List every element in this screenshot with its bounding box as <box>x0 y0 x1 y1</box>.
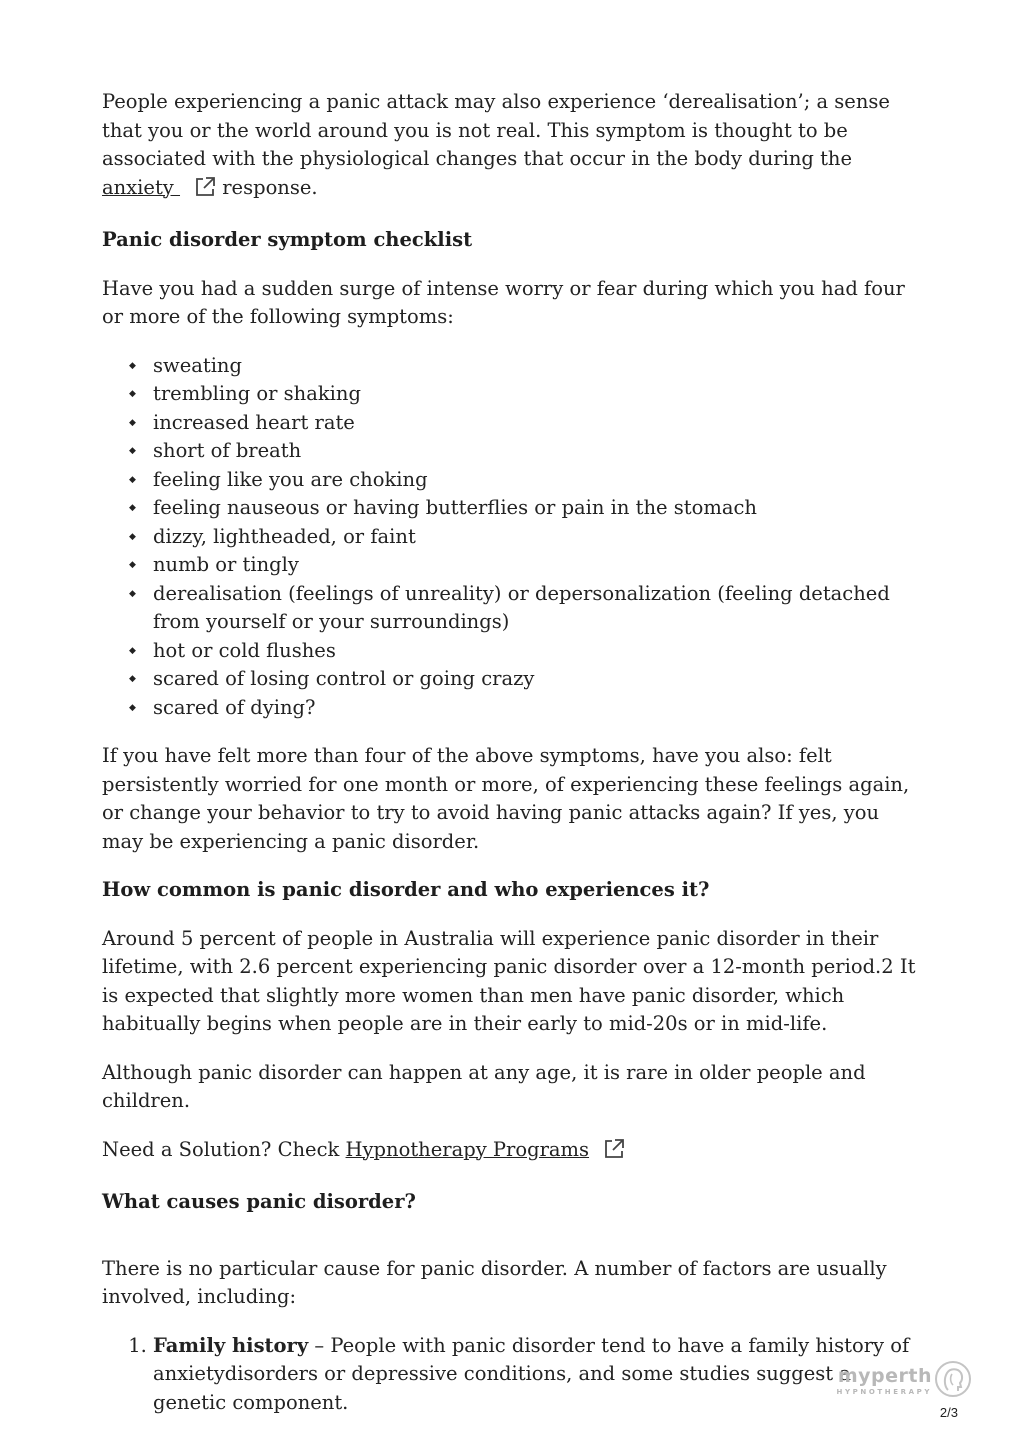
list-item: ◆ short of breath <box>129 437 922 466</box>
list-item: ◆ feeling nauseous or having butterflies or pain in the stomach <box>129 494 922 523</box>
causes-heading: What causes panic disorder? <box>102 1190 416 1213</box>
list-item: ◆ hot or cold flushes <box>129 637 922 666</box>
list-item: ◆ feeling like you are choking <box>129 466 922 495</box>
checklist-lead: Have you had a sudden surge of intense worry or fear during which you had four or more of the following symptoms: <box>102 276 905 328</box>
list-item: ◆ scared of losing control or going crazy <box>129 665 922 694</box>
list-item: ◆ trembling or shaking <box>129 380 922 409</box>
causes-lead: There is no particular cause for panic disorder. A number of factors are usually involved, including: <box>102 1256 887 1308</box>
list-item <box>153 1332 922 1418</box>
page-number: 2/3 <box>939 1405 958 1420</box>
anxiety-link[interactable]: anxiety <box>102 175 181 199</box>
logo-wordmark: myperth <box>837 1364 932 1387</box>
solution-paragraph <box>102 1136 922 1169</box>
causes-list <box>102 1332 922 1418</box>
age-paragraph: Although panic disorder can happen at any age, it is rare in older people and children. <box>102 1060 866 1112</box>
checklist-followup: If you have felt more than four of the above symptoms, have you also: felt persistently worried for one month or more, of experiencing these feelings again, or change your behavior to try to avoid having panic attacks again? If yes, you may be experiencing a panic disorder. <box>102 744 910 853</box>
external-link-icon[interactable] <box>603 1138 625 1169</box>
hypnotherapy-programs-link[interactable]: Hypnotherapy Programs <box>345 1137 590 1161</box>
checklist-heading: Panic disorder symptom checklist <box>102 228 473 251</box>
external-link-icon[interactable] <box>194 176 216 207</box>
list-item: ◆ scared of dying? <box>129 694 922 723</box>
intro-paragraph <box>102 88 922 206</box>
symptom-list <box>102 352 922 723</box>
intro-text-after: response. <box>222 175 318 199</box>
common-heading: How common is panic disorder and who experiences it? <box>102 878 710 901</box>
common-paragraph: Around 5 percent of people in Australia will experience panic disorder in their lifetime, with 2.6 percent experiencing panic disorder over a 12-month period.2 It is expected that slightly more women than men have panic disorder, which habitually begins when people are in their early to mid-20s or in mid-life. <box>102 926 916 1035</box>
cause-title: Family history <box>153 1333 309 1357</box>
cause-text: – People with panic disorder tend to have a family history of anxietydisorders or depressive conditions, and some studies suggest a genetic component. <box>153 1333 910 1414</box>
company-logo <box>837 1360 973 1402</box>
list-item: ◆ increased heart rate <box>129 409 922 438</box>
list-item: ◆ dizzy, lightheaded, or faint <box>129 523 922 552</box>
intro-text: People experiencing a panic attack may also experience ‘derealisation’; a sense that you or the world around you is not real. This symptom is thought to be associated with the physiological changes that occur in the body during the <box>102 90 890 170</box>
list-item: ◆ derealisation (feelings of unreality) or depersonalization (feeling detached from yourself or your surroundings) <box>129 580 922 637</box>
document-body <box>102 88 922 1417</box>
solution-text: Need a Solution? Check <box>102 1137 346 1161</box>
list-item: ◆ numb or tingly <box>129 551 922 580</box>
list-item: ◆ sweating <box>129 352 922 381</box>
logo-head-icon <box>934 1360 972 1402</box>
logo-tagline: HYPNOTHERAPY <box>836 1387 932 1396</box>
